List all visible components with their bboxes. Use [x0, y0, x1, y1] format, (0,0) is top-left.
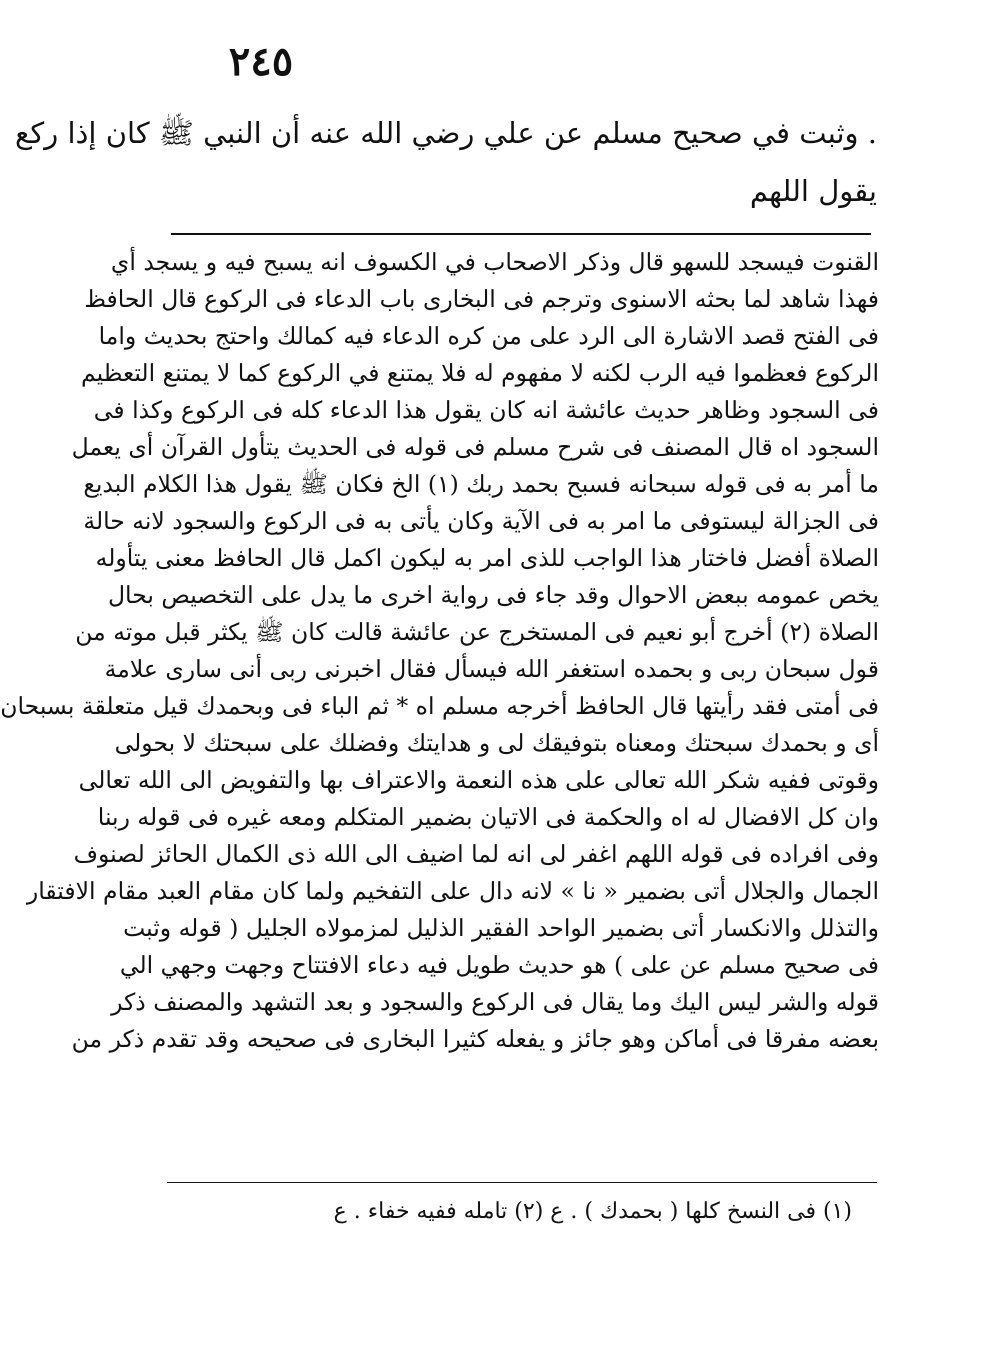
- commentary-line: فى السجود وظاهر حديث عائشة انه كان يقول هذا الدعاء كله فى الركوع وكذا فى: [93, 396, 879, 424]
- commentary-line: فى أمتى فقد رأيتها قال الحافظ أخرجه مسلم اه * ثم الباء فى وبحمدك قيل متعلقة بسبحان: [0, 692, 879, 720]
- commentary-line: القنوت فيسجد للسهو قال وذكر الاصحاب في الكسوف انه يسبح فيه و يسجد أي: [110, 248, 879, 276]
- matn-line: يقول اللهم: [749, 174, 877, 208]
- commentary-line: قول سبحان ربى و بحمده استغفر الله فيسأل فقال اخبرنى ربى أنى سارى علامة: [104, 655, 879, 683]
- commentary-line: أى و بحمدك سبحتك ومعناه بتوفيقك لى و هدايتك وفضلك على سبحتك لا بحولى: [114, 729, 879, 757]
- commentary-line: فى صحيح مسلم عن على ) هو حديث طويل فيه دعاء الافتتاح وجهت وجهي الي: [119, 951, 879, 979]
- divider-rule: [171, 233, 871, 235]
- commentary-line: فهذا شاهد لما بحثه الاسنوى وترجم فى البخارى باب الدعاء فى الركوع قال الحافظ: [84, 285, 879, 313]
- commentary-line: فى الجزالة ليستوفى ما امر به فى الآية وكان يأتى به فى الركوع والسجود لانه حالة: [83, 507, 879, 535]
- commentary-line: وان كل الافضال له اه والحكمة فى الاتيان بضمير المتكلم ومعه غيره فى قوله ربنا: [97, 803, 879, 831]
- commentary-line: الصلاة (٢) أخرج أبو نعيم فى المستخرج عن عائشة قالت كان ﷺ يكثر قبل موته من: [75, 618, 879, 646]
- commentary-line: وفى افراده فى قوله اللهم اغفر لى انه لما اضيف الى الله ذى الكمال الحائز لصنوف: [73, 840, 879, 868]
- page-number: ٢٤٥: [228, 38, 294, 85]
- commentary-line: بعضه مفرقا فى أماكن وهو جائز و يفعله كثيرا البخارى فى صحيحه وقد تقدم ذكر من: [71, 1025, 879, 1053]
- footnote-rule: [167, 1182, 877, 1183]
- footnote: (١) فى النسخ كلها ( بحمدك ) . ع (٢) تامله ففيه خفاء . ع: [333, 1199, 852, 1224]
- matn-text: [14, 104, 877, 220]
- commentary-line: وقوتى ففيه شكر الله تعالى على هذه النعمة والاعتراف بها والتفويض الى الله تعالى: [78, 766, 879, 794]
- matn-line: . وثبت في صحيح مسلم عن علي رضي الله عنه أن النبي ﷺ كان إذا ركع: [14, 116, 877, 150]
- commentary-line: الجمال والجلال أتى بضمير « نا » لانه دال على التفخيم ولما كان مقام العبد مقام الافتقار: [26, 877, 879, 905]
- commentary-line: ما أمر به فى قوله سبحانه فسبح بحمد ربك (١) الخ فكان ﷺ يقول هذا الكلام البديع: [83, 470, 879, 498]
- commentary-line: يخص عمومه ببعض الاحوال وقد جاء فى رواية اخرى ما يدل على التخصيص بحال: [107, 581, 879, 609]
- commentary-line: الصلاة أفضل فاختار هذا الواجب للذى امر به ليكون اكمل قال الحافظ معنى يتأوله: [95, 544, 879, 572]
- commentary-text: [0, 244, 879, 1058]
- commentary-line: السجود اه قال المصنف فى شرح مسلم فى قوله فى الحديث يتأول القرآن أى يعمل: [71, 433, 879, 461]
- commentary-line: الركوع فعظموا فيه الرب لكنه لا مفهوم له فلا يمتنع في الركوع كما لا يمتنع التعظيم: [80, 359, 879, 387]
- commentary-line: والتذلل والانكسار أتى بضمير الواحد الفقير الذليل لمزمولاه الجليل ( قوله وثبت: [123, 914, 879, 942]
- commentary-line: فى الفتح قصد الاشارة الى الرد على من كره الدعاء فيه كمالك واحتج بحديث واما: [98, 322, 879, 350]
- commentary-line: قوله والشر ليس اليك وما يقال فى الركوع والسجود و بعد التشهد والمصنف ذكر: [111, 988, 879, 1016]
